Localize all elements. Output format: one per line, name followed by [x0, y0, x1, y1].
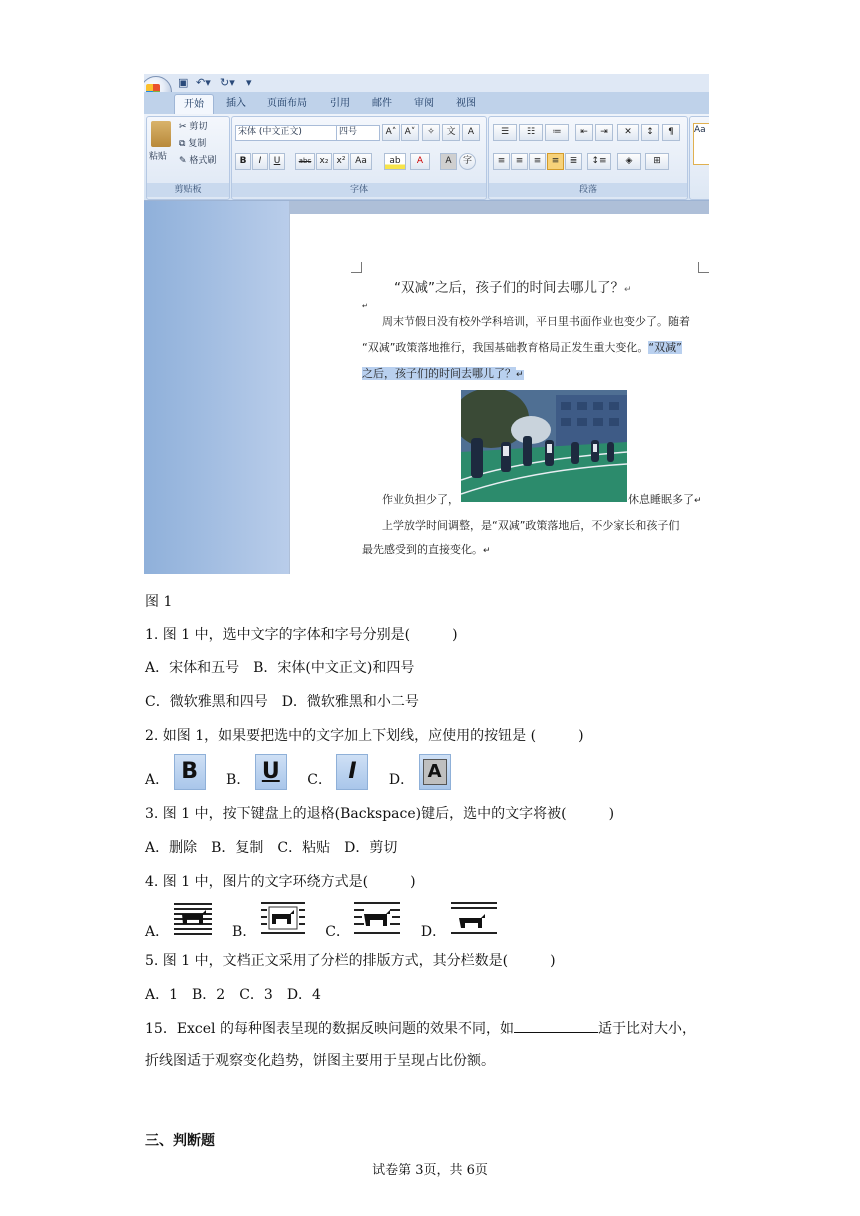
highlight-icon[interactable]: ab [384, 153, 406, 170]
underline-icon[interactable]: U [269, 153, 285, 170]
font-group [231, 116, 487, 200]
question-3-options: A．删除 B．复制 C．粘贴 D．剪切 [145, 840, 398, 856]
top-bottom-wrap-icon [451, 900, 497, 942]
center-icon[interactable]: ≡ [511, 153, 528, 170]
question-5-stem: 5. 图 1 中，文档正文采用了分栏的排版方式，其分栏数是( ) [145, 953, 556, 969]
doc-line: 休息睡眠多了↵ [628, 493, 702, 506]
cut-button[interactable]: ✂ 剪切 [179, 122, 208, 132]
option-label: A． [145, 772, 170, 788]
doc-line: 上学放学时间调整，是“双减”政策落地后，不少家长和孩子们 [382, 519, 680, 532]
document-title: “双减”之后，孩子们的时间去哪儿了？↵ [394, 280, 632, 296]
brush-icon: ✎ [179, 156, 190, 166]
shading-icon[interactable]: ◈ [617, 153, 641, 170]
square-wrap-icon [261, 900, 305, 942]
question-5-options: A．1 B．2 C．3 D．4 [145, 987, 321, 1003]
document-photo[interactable] [461, 390, 627, 502]
line-spacing-icon[interactable]: ↕≡ [587, 153, 611, 170]
tab-home[interactable]: 开始 [174, 94, 214, 115]
word-screenshot [144, 74, 709, 574]
increase-indent-icon[interactable]: ⇥ [595, 124, 613, 141]
question-15-line2: 折线图适于观察变化趋势，饼图主要用于呈现占比份额。 [145, 1053, 495, 1069]
clear-format-icon[interactable]: ✧ [422, 124, 440, 141]
tab-insert[interactable]: 插入 [226, 98, 246, 109]
question-1-options-line2: C．微软雅黑和四号 D．微软雅黑和小二号 [145, 694, 419, 710]
left-background [144, 201, 289, 574]
character-shading-icon[interactable]: A [440, 153, 457, 170]
subscript-icon[interactable]: x₂ [316, 153, 332, 170]
tab-references[interactable]: 引用 [330, 98, 350, 109]
copy-icon: ⧉ [179, 139, 189, 149]
borders-icon[interactable]: ⊞ [645, 153, 669, 170]
underline-button-icon: U [255, 754, 287, 790]
clipboard-group-label: 剪贴板 [147, 183, 229, 197]
question-3-stem: 3. 图 1 中，按下键盘上的退格(Backspace)键后，选中的文字将被( ) [145, 806, 615, 822]
doc-line: 周末节假日没有校外学科培训，平日里书面作业也变少了。随着 [382, 315, 690, 328]
tab-mailings[interactable]: 邮件 [372, 98, 392, 109]
figure-caption: 图 1 [145, 594, 173, 610]
selected-text[interactable]: “双减” [648, 341, 682, 354]
style-preview[interactable]: Aa [693, 123, 709, 165]
format-painter-button[interactable]: ✎ 格式刷 [179, 156, 217, 166]
option-label: B． [226, 772, 251, 788]
paragraph-group-label: 段落 [489, 183, 687, 197]
font-color-icon[interactable]: A [410, 153, 430, 170]
distributed-icon[interactable]: ≣ [565, 153, 582, 170]
bullets-icon[interactable]: ☰ [493, 124, 517, 141]
page-footer: 试卷第 3页，共 6页 [372, 1163, 488, 1178]
clipboard-group [146, 116, 230, 200]
copy-button[interactable]: ⧉ 复制 [179, 139, 207, 149]
font-size-select[interactable]: 四号 [336, 125, 380, 141]
grow-font-icon[interactable]: A˄ [382, 124, 400, 141]
italic-button-icon: I [336, 754, 368, 790]
answer-blank[interactable] [514, 1018, 598, 1033]
bold-icon[interactable]: B [235, 153, 251, 170]
bold-button-icon: B [174, 754, 206, 790]
question-1-stem: 1. 图 1 中，选中文字的字体和字号分别是( ) [145, 627, 458, 643]
option-label: C． [307, 772, 332, 788]
customize-icon[interactable]: ▾ [246, 76, 252, 89]
superscript-icon[interactable]: x² [333, 153, 349, 170]
schoolyard-photo [461, 390, 627, 502]
undo-icon[interactable]: ↶▾ [196, 76, 211, 89]
question-2-stem: 2. 如图 1，如果要把选中的文字加上下划线，应使用的按钮是 ( ) [145, 728, 584, 744]
option-label: C． [325, 924, 350, 940]
numbering-icon[interactable]: ☷ [519, 124, 543, 141]
align-left-icon[interactable]: ≡ [493, 153, 510, 170]
scissors-icon: ✂ [179, 122, 190, 132]
section-heading: 三、判断题 [145, 1133, 215, 1149]
font-group-label: 字体 [232, 183, 486, 197]
paragraph-group [488, 116, 688, 200]
chinese-layout-icon[interactable]: ✕ [617, 124, 639, 141]
doc-line: 之后，孩子们的时间去哪儿了？↵ [362, 367, 524, 380]
tab-review[interactable]: 审阅 [414, 98, 434, 109]
justify-icon[interactable]: ≡ [547, 153, 564, 170]
question-15-line1: 15．Excel 的每种图表呈现的数据反映问题的效果不同，如 适于比对大小， [145, 1018, 696, 1039]
option-label: D． [388, 772, 415, 788]
paragraph-mark: ↵ [362, 302, 368, 310]
character-border-icon[interactable]: A [462, 124, 480, 141]
change-case-icon[interactable]: Aa [350, 153, 372, 170]
sort-icon[interactable]: ↕ [641, 124, 659, 141]
doc-line: 最先感受到的直接变化。↵ [362, 543, 491, 556]
redo-icon[interactable]: ↻▾ [220, 76, 235, 89]
paste-icon[interactable] [151, 121, 171, 147]
question-1-options-line1: A．宋体和五号 B．宋体(中文正文)和四号 [145, 660, 415, 676]
font-name-select[interactable]: 宋体 (中文正文) [235, 125, 337, 141]
question-4-options [145, 900, 497, 942]
multilevel-list-icon[interactable]: ≔ [545, 124, 569, 141]
decrease-indent-icon[interactable]: ⇤ [575, 124, 593, 141]
paste-label[interactable]: 粘贴 [149, 152, 168, 162]
show-marks-icon[interactable]: ¶ [662, 124, 680, 141]
character-shading-button-icon: A [419, 754, 451, 790]
doc-line: 作业负担少了， [382, 493, 459, 506]
save-icon[interactable]: ▣ [178, 76, 189, 89]
strikethrough-icon[interactable]: abc [295, 153, 315, 170]
option-label: A． [145, 924, 170, 940]
corner-mark [351, 262, 362, 273]
tight-wrap-icon [354, 900, 400, 942]
question-2-options [145, 754, 451, 794]
option-label: D． [420, 924, 447, 940]
question-4-stem: 4. 图 1 中，图片的文字环绕方式是( ) [145, 874, 416, 890]
tab-view[interactable]: 视图 [456, 98, 476, 109]
selected-text[interactable]: 之后，孩子们的时间去哪儿了？ [362, 367, 516, 380]
doc-line: “双减”政策落地推行，我国基础教育格局正发生重大变化。“双减” [362, 341, 682, 354]
align-right-icon[interactable]: ≡ [529, 153, 546, 170]
enclose-characters-icon[interactable]: 字 [459, 153, 476, 170]
behind-text-wrap-icon [174, 900, 212, 942]
phonetic-guide-icon[interactable]: 文 [442, 124, 460, 141]
corner-mark [698, 262, 709, 273]
tab-page-layout[interactable]: 页面布局 [267, 98, 307, 109]
option-label: B． [232, 924, 257, 940]
styles-group [689, 116, 709, 200]
shrink-font-icon[interactable]: A˅ [401, 124, 419, 141]
italic-icon[interactable]: I [252, 153, 268, 170]
